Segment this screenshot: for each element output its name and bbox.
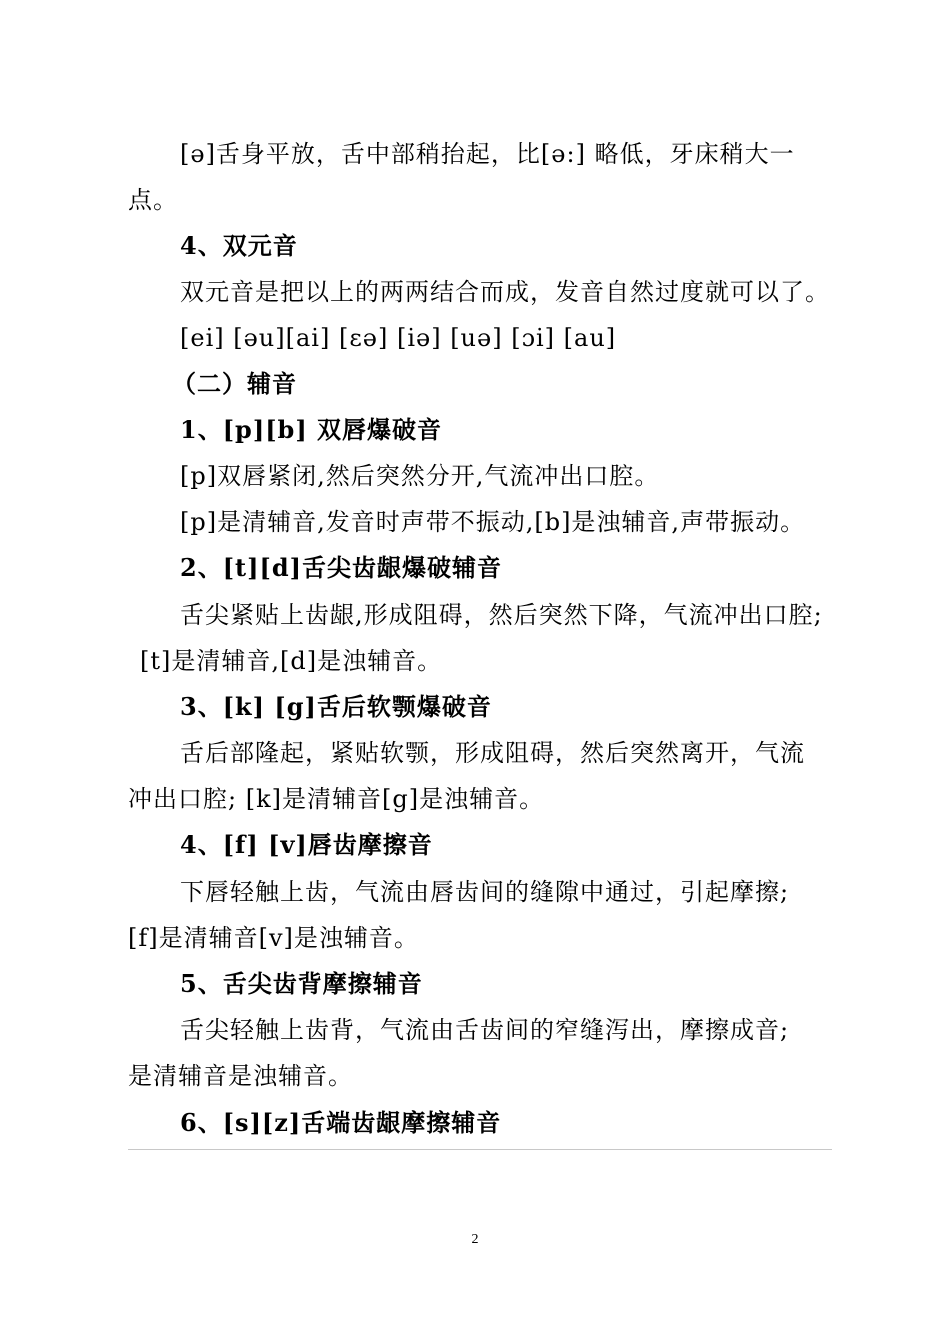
paragraph-velar-line-2: 冲出口腔; [k]是清辅音[g]是浊辅音。 bbox=[128, 785, 545, 813]
paragraph-alveolar-line-2: [t]是清辅音,[d]是浊辅音。 bbox=[140, 647, 443, 675]
heading-dental-fricatives: 5、舌尖齿背摩擦辅音 bbox=[180, 969, 423, 998]
paragraph-dental-line-2: 是清辅音是浊辅音。 bbox=[128, 1062, 353, 1090]
heading-velar-plosives: 3、[k] [g]舌后软颚爆破音 bbox=[180, 692, 492, 721]
page-number: 2 bbox=[471, 1232, 479, 1247]
paragraph-bilabial-line-1: [p]双唇紧闭,然后突然分开,气流冲出口腔。 bbox=[180, 462, 660, 490]
paragraph-diphthongs: 双元音是把以上的两两结合而成，发音自然过度就可以了。 bbox=[180, 278, 830, 306]
heading-bilabial-plosives: 1、[p][b] 双唇爆破音 bbox=[180, 415, 443, 444]
paragraph-bilabial-line-2: [p]是清辅音,发音时声带不振动,[b]是浊辅音,声带振动。 bbox=[180, 508, 806, 536]
paragraph-dental-line-1: 舌尖轻触上齿背，气流由舌齿间的窄缝泻出，摩擦成音; bbox=[180, 1016, 790, 1044]
diphthong-symbols: [ei] [əu][ai] [εə] [iə] [uə] [ɔi] [au] bbox=[180, 324, 617, 352]
footer-divider bbox=[128, 1149, 832, 1150]
heading-alveolar-plosives: 2、[t][d]舌尖齿龈爆破辅音 bbox=[180, 553, 502, 582]
paragraph-velar-line-1: 舌后部隆起，紧贴软颚，形成阻碍，然后突然离开，气流 bbox=[180, 739, 805, 767]
paragraph-schwa-line-2: 点。 bbox=[128, 186, 178, 214]
heading-consonants: （二）辅音 bbox=[172, 369, 297, 398]
paragraph-labiodental-line-2: [f]是清辅音[v]是浊辅音。 bbox=[128, 924, 419, 952]
heading-alveolar-fricatives: 6、[s][z]舌端齿龈摩擦辅音 bbox=[180, 1108, 502, 1137]
paragraph-labiodental-line-1: 下唇轻触上齿，气流由唇齿间的缝隙中通过，引起摩擦; bbox=[180, 878, 790, 906]
paragraph-schwa-line-1: [ə]舌身平放，舌中部稍抬起，比[ə:] 略低，牙床稍大一 bbox=[180, 140, 795, 168]
paragraph-alveolar-line-1: 舌尖紧贴上齿龈,形成阻碍，然后突然下降，气流冲出口腔; bbox=[180, 601, 823, 629]
heading-diphthongs: 4、双元音 bbox=[180, 231, 298, 260]
heading-labiodental-fricatives: 4、[f] [v]唇齿摩擦音 bbox=[180, 830, 433, 859]
